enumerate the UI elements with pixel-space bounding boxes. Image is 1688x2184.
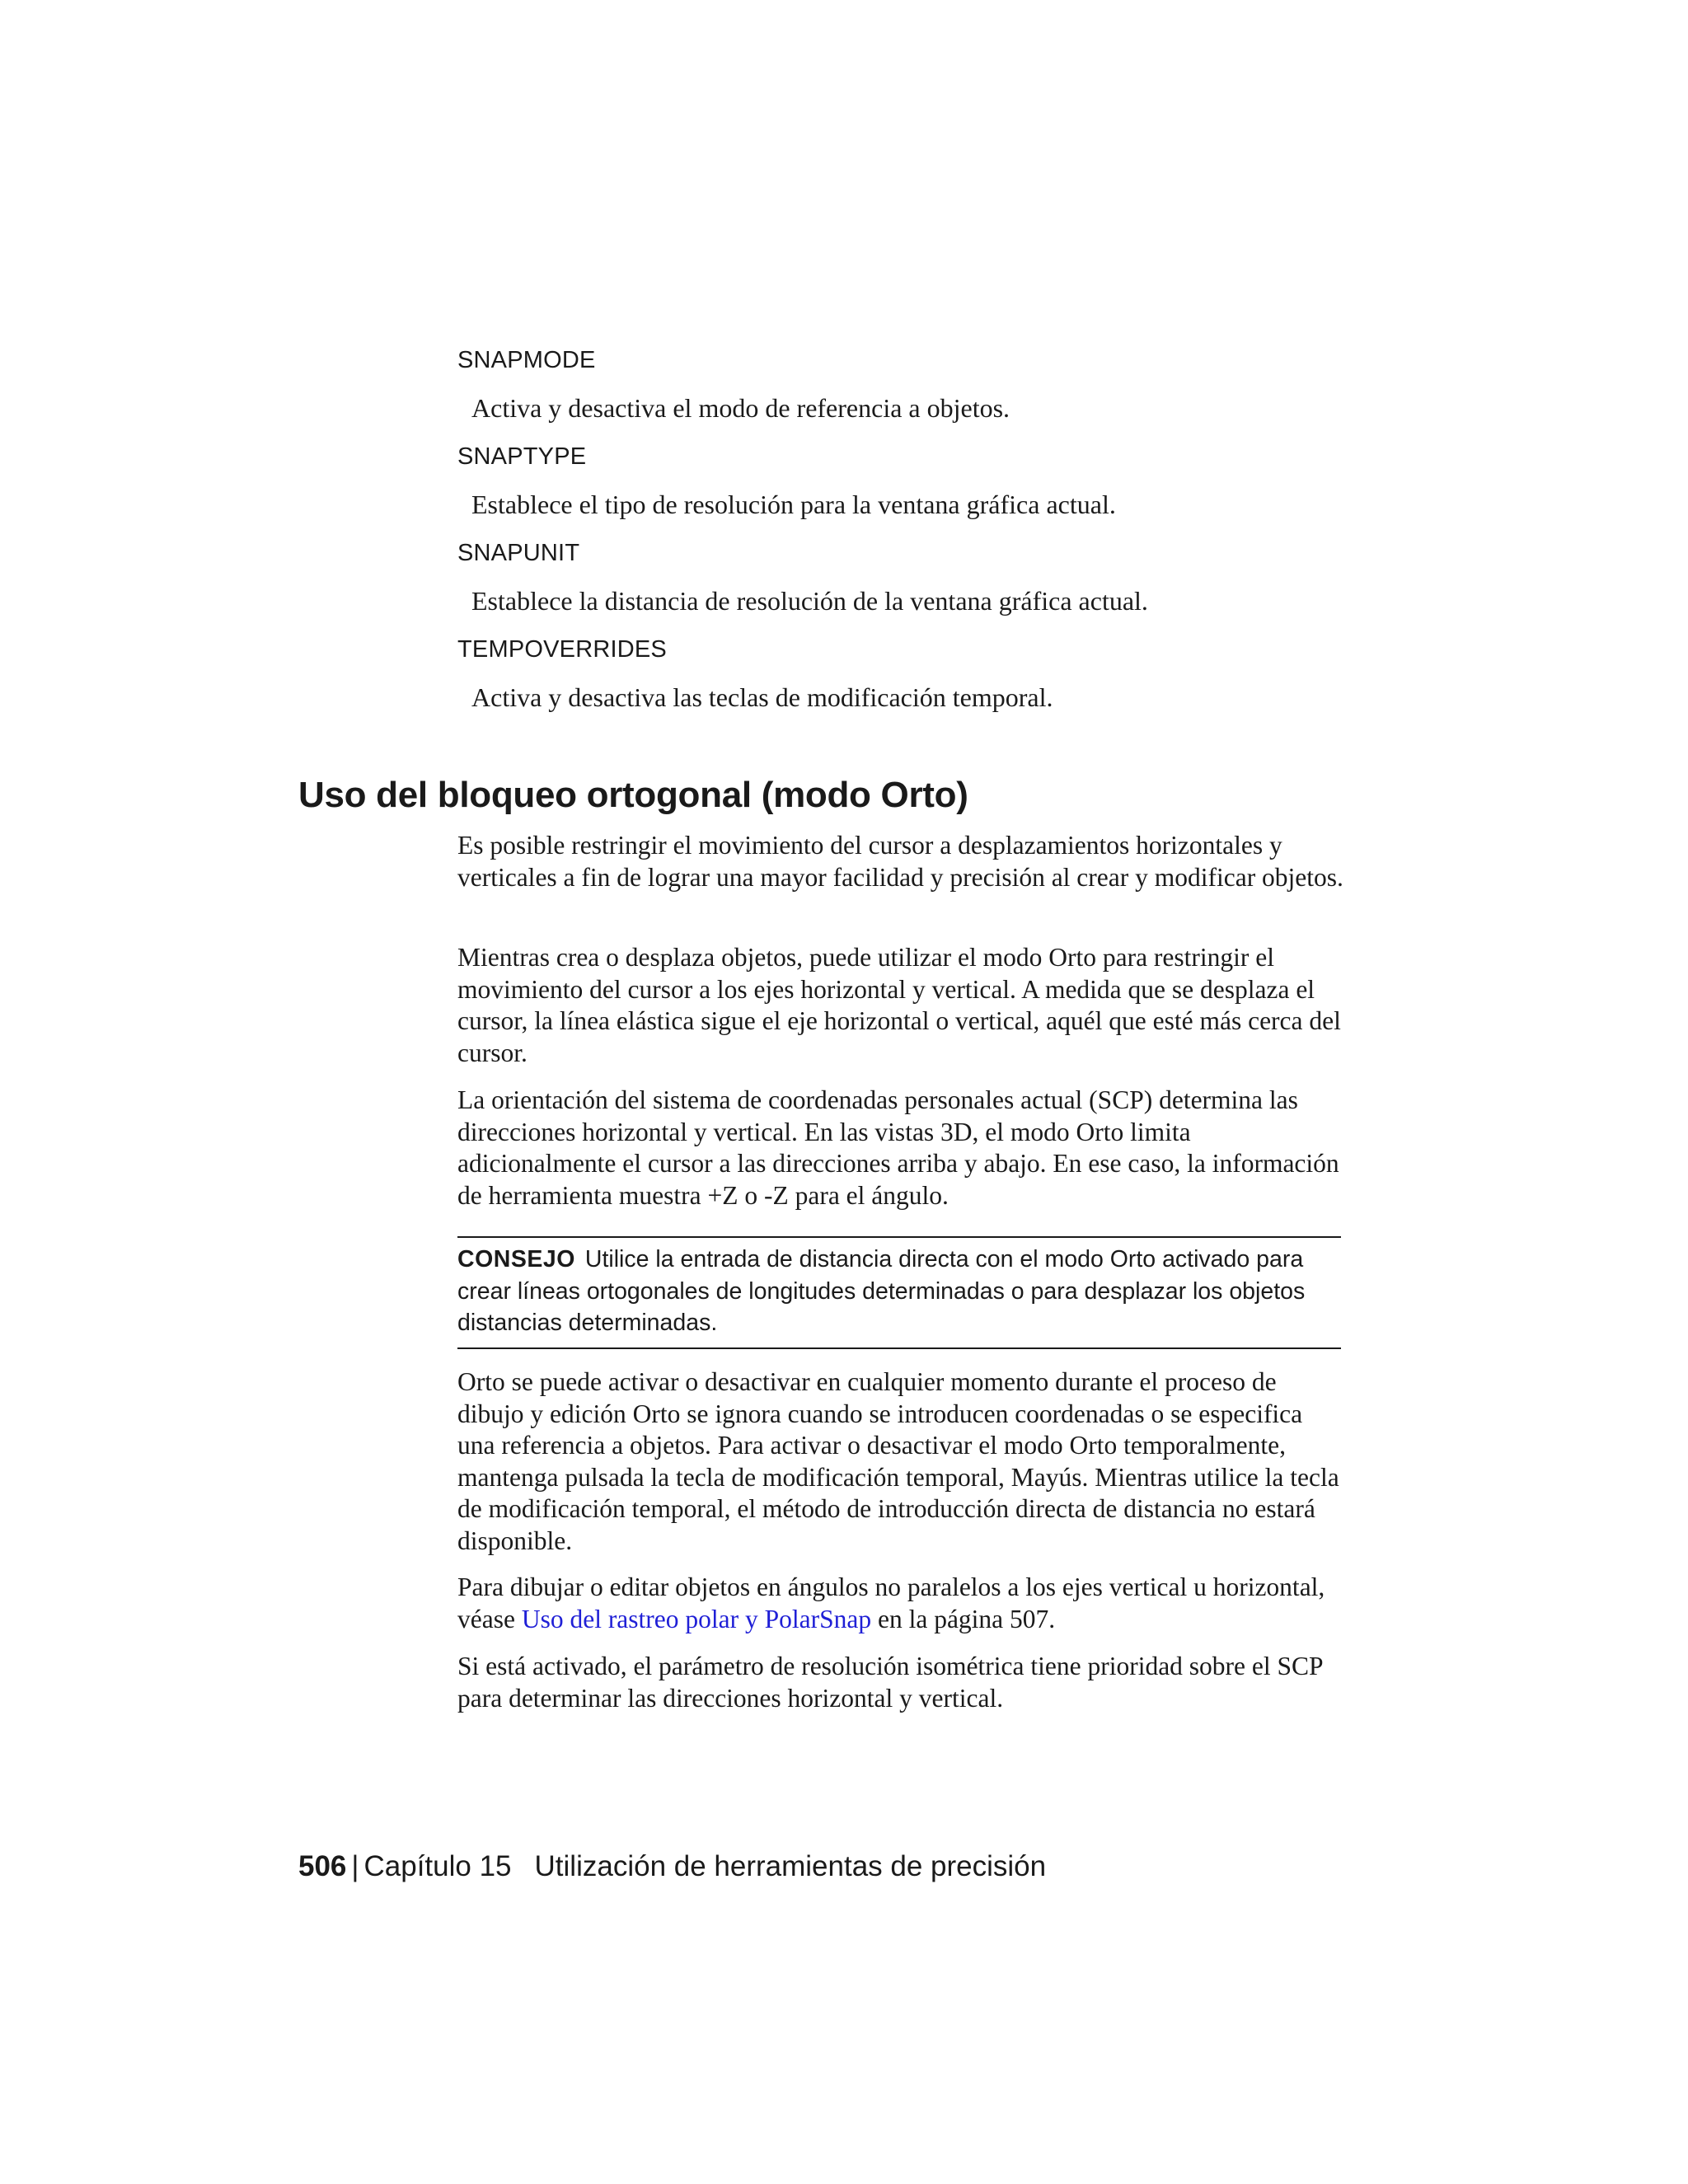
chapter-label: Capítulo 15 [363,1850,512,1882]
command-name-tempoverrides: TEMPOVERRIDES [457,636,667,663]
command-name-snapmode: SNAPMODE [457,347,596,373]
section-heading: Uso del bloqueo ortogonal (modo Orto) [298,775,968,815]
see-also-text-after: en la página 507. [871,1604,1056,1633]
paragraph-intro: Es posible restringir el movimiento del cursor a desplazamientos horizontales y verticales a fin de lograr una mayor facilidad y precisión al crear y modificar objetos. [457,831,1343,892]
tip-label: CONSEJO [457,1246,575,1272]
command-description-tempoverrides: Activa y desactiva las teclas de modificación temporal. [471,682,1053,712]
paragraph-toggle-ortho: Orto se puede activar o desactivar en cualquier momento durante el proceso de dibujo y edición Orto se ignora cuando se introducen coordenadas o se especifica una referencia a objetos. Para activar o desactivar el modo Orto temporalmente, mantenga pulsada la tecla de modificación temporal, Mayús. Mientras utilice la tecla de modificación temporal, el método de introducción directa de distancia no estará disponible. [457,1367,1339,1555]
paragraph-see-also [457,1572,1343,1635]
tip-box [457,1236,1341,1349]
page-footer [298,1846,1046,1887]
command-name-snaptype: SNAPTYPE [457,443,587,470]
polar-tracking-link[interactable]: Uso del rastreo polar y PolarSnap [521,1604,872,1633]
tip-text: Utilice la entrada de distancia directa con el modo Orto activado para crear líneas ortogonales de longitudes determinadas o para desplazar los objetos distancias determinadas. [457,1246,1306,1336]
paragraph-ucs-orientation: La orientación del sistema de coordenadas personales actual (SCP) determina las direcciones horizontal y vertical. En las vistas 3D, el modo Orto limita adicionalmente el cursor a las direcciones arriba y abajo. En ese caso, la información de herramienta muestra +Z o -Z para el ángulo. [457,1085,1339,1210]
footer-separator: | [351,1850,359,1882]
page-number: 506 [298,1850,347,1882]
command-description-snapmode: Activa y desactiva el modo de referencia a objetos. [471,393,1010,423]
command-description-snapunit: Establece la distancia de resolución de la ventana gráfica actual. [471,586,1148,616]
command-list [457,340,1348,725]
see-also-text-before: Para dibujar o editar objetos en ángulos no paralelos a los ejes vertical u horizontal, véase [457,1572,1325,1633]
paragraph-ortho-usage: Mientras crea o desplaza objetos, puede utilizar el modo Orto para restringir el movimiento del cursor a los ejes horizontal y vertical. A medida que se desplaza el cursor, la línea elástica sigue el eje horizontal o vertical, aquél que esté más cerca del cursor. [457,943,1341,1067]
paragraph-isometric-snap: Si está activado, el parámetro de resolución isométrica tiene prioridad sobre el SCP para determinar las direcciones horizontal y vertical. [457,1652,1323,1713]
command-description-snaptype: Establece el tipo de resolución para la ventana gráfica actual. [471,490,1116,519]
chapter-title: Utilización de herramientas de precisión [534,1850,1047,1882]
command-name-snapunit: SNAPUNIT [457,540,580,566]
